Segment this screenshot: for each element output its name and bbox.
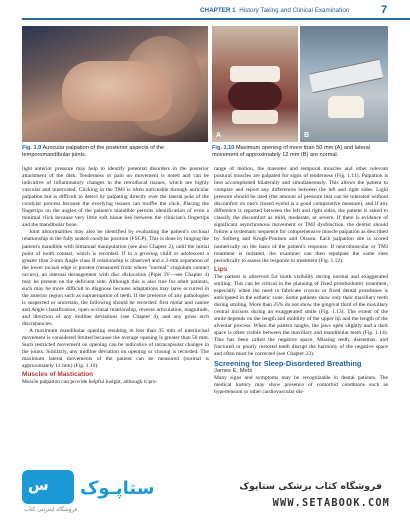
paragraph: Muscle palpation can provide helpful insight, although it pro- bbox=[22, 379, 158, 386]
paragraph: Joint abnormalities may also be identified by evaluating the patient's occlusal relationship in the fully seated condylar position (FSCP). This is done by hinging the patient's mandible with bimanual manipulation (see also Chapter 2), until the initial point of tooth contact, which is recorded. If in a growing child or adolescent a greater than 2-mm Angle class II relationship is observed and a 2-mm separation of the lower incisal edge is present (measured from where "normal" cingulum contact occurs), an internal derangement with disc dislocation (Piper IV—see Chapter 4) may be present on the deficient side. Although this is also true for adult patients, such may be more difficult to diagnose because adaptations may have occurred in the anterior region such as supraeruption of teeth. If the presence of any pathologies is suspected or uncertain, the following should be recorded: first molar and canine and Angle classification, open occlusal relationship, reverse articulation, magnitude, and direction of any midline deviations (see Chapter 4), and any gross arch discrepancies. bbox=[22, 229, 209, 328]
page-number: 7 bbox=[381, 4, 388, 16]
watermark-logo-subtitle: فروشگاه اینترنتی کتاب bbox=[24, 507, 78, 513]
figure-1-9-caption-text: Auricular palpation of the posterior aspects of the temporomandibular joints. bbox=[22, 145, 165, 158]
section-heading-lips: Lips bbox=[214, 265, 228, 273]
paragraph: A maximum mandibular opening resulting in less than 35 mm of interincisal movement is considered limited because the average opening is greater than 50 mm. Such restricted movement on opening can be indicative of intracapsular changes in the joints. Similarly, any midline deviation on opening or closing is recorded. The maximum lateral movements of the patient can be measured (normal is approximately 12 mm) (Fig. 1.10). bbox=[22, 328, 209, 370]
lower-teeth bbox=[232, 110, 278, 124]
paragraph: The patient is observed for tooth visibility during normal and exaggerated smiling. This can be critical in the planning of fixed prosthodontic treatment, especially when the need to fabricate crowns or fixed dental prostheses is anticipated in the esthetic zone. Some patients show only their maxillary teeth during smiling. More than 25% do not show the gingival third of the maxillary central incisors during an exaggerated smile (Fig. 1.13). The extent of the smile depends on the length and mobility of the upper lip and the length of the alveolar process. When the patient laughs, the jaws open slightly and a dark space is often visible between the maxillary and mandibular teeth (Fig. 1.14). This has been called the negative space. Missing teeth, diastemas, and fractured or poorly restored teeth disrupt the harmony of the negative space and often must be corrected (see Chapter 23). bbox=[214, 273, 388, 358]
paragraph: range of motion, the masseter and temporal muscles and other relevant postural muscles are palpated for signs of tenderness (Fig. 1.11). Palpation is best accomplished bilaterally and simultaneously. This allows the patient to compare and report any differences between the left and right sides. Light pressure should be used (the amount of pressure that can be tolerated without discomfort on one's closed eyelid is a good comparative measure), and if any difference is reported between the left and right sides, the patient is asked to classify the discomfort as mild, moderate, or severe. If there is evidence of significant asynchronous movement or TMJ dysfunction, the dentist should follow a systematic sequence for comprehensive muscle palpation as described by Solberg and Krogh-Poulsen and Olsson. Each palpation site is scored numerically on the basis of the patient's response. If neuromuscular or TMJ treatment is initiated, the examiner can then repalpate the same sites periodically to assess the response to treatment (Fig. 1.12). bbox=[214, 166, 388, 264]
watermark-url-link[interactable]: WWW.SETABOOK.COM bbox=[272, 498, 390, 509]
figure-1-10-label: Fig. 1.10 bbox=[212, 145, 235, 151]
section-heading-sleep: Screening for Sleep-Disordered Breathing bbox=[214, 359, 362, 369]
running-header bbox=[0, 0, 410, 22]
section-author: James E. Metz bbox=[214, 368, 253, 375]
watermark-store-name: فروشگاه کتاب پزشکی ستاپوک bbox=[239, 481, 382, 492]
figure-1-10-caption bbox=[212, 145, 388, 159]
figure-1-9-label: Fig. 1.9 bbox=[22, 145, 42, 151]
setabook-logo-icon bbox=[22, 470, 74, 504]
panel-label-b: B bbox=[304, 132, 310, 139]
text-column-left bbox=[22, 166, 209, 386]
clinician-hand bbox=[62, 61, 172, 121]
chapter-label: CHAPTER 1 bbox=[200, 7, 236, 14]
chapter-title: History Taking and Clinical Examination bbox=[239, 7, 350, 14]
section-heading-muscles: Muscles of Mastication bbox=[22, 371, 94, 379]
paragraph: Many signs and symptoms may be recognizable in dental patients. The medical history may show presence of comorbid conditions such as hypertension or other cardiovascular dis- bbox=[214, 375, 388, 396]
text-column-right bbox=[214, 166, 388, 396]
watermark-logo-text: ستاپـوک bbox=[80, 478, 155, 499]
upper-teeth bbox=[230, 66, 280, 82]
figure-1-10-caption-text: Maximum opening of more than 50 mm (A) and lateral movement of approximately 12 mm (B) are normal. bbox=[212, 145, 370, 158]
logo-glyph: س bbox=[28, 476, 49, 494]
panel-label-a: A bbox=[216, 132, 222, 139]
paragraph: light anterior pressure may help to identify potential disorders in the posterior attachment of the disk. Tenderness or pain on movement is noted and can be indicative of inflammatory changes in the retrodiscal tissues, which are highly vascular and innervated. Clicking in the TMJ is often noticeable through auricular palpation but is difficult to detect by palpating directly over the lateral pole of the condylar process because the overlying tissues can muffle the click. Placing the fingertips on the angles of the patient's mandible permits identification of even a minimal click because very little soft tissue lies between the clinician's fingertips and the mandibular bone. bbox=[22, 166, 209, 229]
open-mouth bbox=[228, 82, 282, 110]
figure-1-9-caption bbox=[22, 145, 208, 159]
header-rule bbox=[22, 18, 410, 20]
figure-1-9-photo bbox=[22, 26, 208, 142]
measuring-ruler bbox=[309, 59, 384, 94]
figure-1-10a-photo bbox=[212, 26, 298, 142]
chapter-heading bbox=[200, 7, 349, 14]
incisor-tooth bbox=[328, 96, 364, 118]
figure-1-10b-photo bbox=[300, 26, 388, 142]
